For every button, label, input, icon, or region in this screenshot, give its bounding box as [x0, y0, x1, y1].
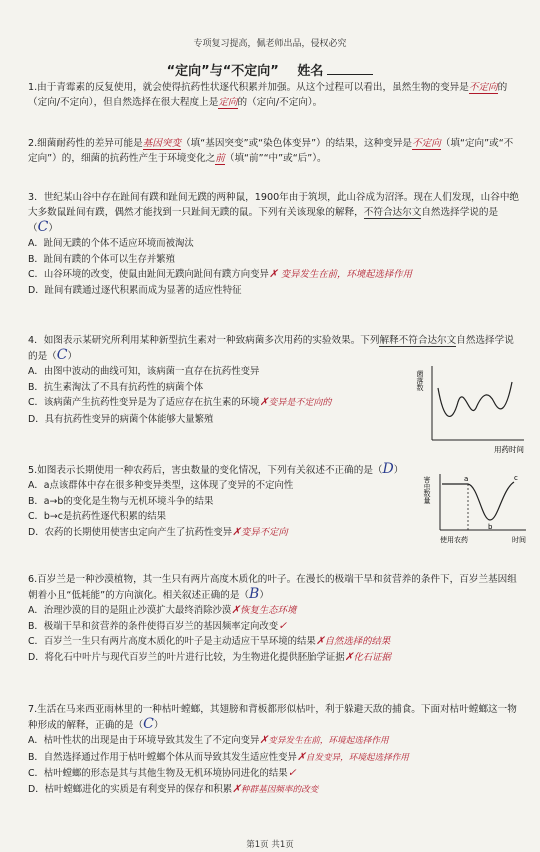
question-2: [28, 136, 522, 166]
q4-option-d: [28, 412, 408, 428]
q1-text-1: 1.由于青霉素的反复使用，就会使得抗药性状逐代积累并加强。从这个过程可以看出，虽然生物的变异是: [28, 82, 469, 93]
q5-handwritten-answer: D: [382, 461, 394, 477]
q6-stem: [28, 572, 522, 603]
q6-option-a: A．治理沙漠的目的是阻止沙漠扩大最终消除沙漠✗恢复生态环境: [28, 604, 297, 616]
name-label: 姓名: [297, 64, 324, 79]
q6-handwritten-answer: B: [249, 586, 260, 602]
q3-option-d-text: D．趾间有蹼通过逐代积累而成为显著的适应性特征: [28, 284, 242, 296]
q4-y-label: 菌落数: [416, 370, 424, 391]
q3-stem-text-1: 3．世纪某山谷中存在趾间有蹼和趾间无蹼的两种鼠，1900年由于筑坝，此山谷成为沼泽。现在人们发现，山谷中绝大多数鼠趾间有蹼，偶然才能找到一只趾间无蹼的鼠。下列有关该现象的解释，: [28, 192, 520, 218]
q5-caption: 使用农药: [440, 536, 468, 544]
q7-option-c-text: C．枯叶螳螂的形态是其与其他生物及无机环境协同进化的结果: [28, 768, 288, 779]
q5-stem-end: ）: [393, 465, 404, 476]
q5-option-b: [28, 494, 408, 510]
q5-option-c-text: C．b→c是抗药性逐代积累的结果: [28, 511, 167, 522]
q3-stem-end: ）: [48, 223, 58, 234]
header-notice: 专项复习提高，佩老师出品，侵权必究: [193, 39, 347, 49]
q5-option-d-text: D．农药的长期使用使害虫定向产生了抗药性变异: [28, 526, 233, 538]
q2-text-4: （填“前”“中”或“后”）。: [224, 153, 327, 164]
q3-option-a: [28, 236, 522, 252]
question-6: [28, 572, 522, 665]
q5-point-a: a: [464, 475, 469, 483]
q7-option-a: A．枯叶性状的出现是由于环境导致其发生了不定向变异✗变异发生在前，环境起选择作用: [28, 734, 389, 746]
q7-handwritten-answer: C: [143, 716, 154, 732]
q5-option-a: [28, 478, 408, 494]
q2-text-3: （填“定向”或“不定向”）的，细菌的抗药性产生于环境变化之: [28, 138, 514, 164]
q7-option-c: C．枯叶螳螂的形态是其与其他生物及无机环境协同进化的结果✓: [28, 767, 297, 779]
q3-stem: [28, 190, 522, 236]
q4-option-d-text: D．具有抗药性变异的病菌个体能够大量繁殖: [28, 413, 214, 425]
q7-stem-end: ）: [153, 720, 164, 731]
q5-option-a-text: A．a点该群体中存在很多种变异类型，这体现了变异的不定向性: [28, 480, 294, 491]
q7-option-b-text: B．自然选择通过作用于枯叶螳螂个体从而导致其发生适应性变异: [28, 751, 297, 763]
q6-option-b-text: B．极端干旱和贫营养的条件使得百岁兰的基因频率定向改变: [28, 620, 279, 632]
q2-text-2: （填“基因突变”或“染色体变异”）的结果，这种变异是: [181, 138, 413, 149]
q3-option-a-text: A．趾间无蹼的个体不适应环境而被淘汰: [28, 238, 194, 249]
q2-answer-2: 不定向: [412, 138, 441, 149]
q5-y-label: 害虫数量: [423, 476, 431, 504]
page-title: [0, 60, 540, 79]
name-blank: [327, 74, 373, 75]
q4-stem: [28, 333, 522, 364]
q7-option-a-text: A．枯叶性状的出现是由于环境导致其发生了不定向变异: [28, 735, 260, 746]
q4-x-label: 用药时间: [494, 445, 524, 454]
q4-option-c: C．该病菌产生抗药性变异是为了适应存在抗生素的环境✗变异是不定向的: [28, 396, 332, 408]
q4-option-b: [28, 380, 408, 396]
q5-option-d-note: 变异不定向: [240, 526, 288, 538]
q7-option-b-note: 自发变异，环境起选择作用: [305, 752, 409, 763]
q1-answer-2: 定向: [218, 97, 238, 108]
q3-option-b-text: B．趾间有蹼的个体可以生存并繁殖: [28, 253, 176, 265]
q4-stem-text-1: 4．如图表示某研究所利用某种新型抗生素对一种致病菌多次用药的实验效果。下列: [28, 335, 380, 346]
q6-option-c-note: 自然选择的结果: [324, 636, 391, 647]
q7-option-d-note: 种群基因频率的改变: [240, 784, 319, 795]
q4-bacteria-chart: [408, 362, 528, 454]
q2-answer-3: 前: [215, 153, 225, 164]
q7-option-a-note: 变异发生在前，环境起选择作用: [268, 736, 389, 746]
q4-option-c-note: 变异是不定向的: [268, 398, 332, 408]
q2-text-1: 2.细菌耐药性的差异可能是: [28, 138, 143, 149]
q1-text-3: 的（定向/不定向）。: [237, 97, 323, 108]
q6-option-b: B．极端干旱和贫营养的条件使得百岁兰的基因频率定向改变✓: [28, 619, 287, 632]
q5-stem-text: 5.如图表示长期使用一种农药后，害虫数量的变化情况，下列有关叙述不正确的是（: [28, 465, 383, 476]
q3-option-c-text: C．山谷环境的改变，使鼠由趾间无蹼向趾间有蹼方向变异: [28, 269, 269, 280]
q6-option-c-text: C．百岁兰一生只有两片高度木质化的叶子是主动适应干旱环境的结果: [28, 636, 316, 647]
q4-option-a-text: A．由图中波动的曲线可知，该病菌一直存在抗药性变异: [28, 366, 260, 377]
q5-option-b-text: B．a→b的变化是生物与无机环境斗争的结果: [28, 495, 214, 507]
q7-option-d: D．枯叶螳螂进化的实质是有利变异的保存和积累✗种群基因频率的改变: [28, 782, 319, 795]
q4-option-a: [28, 364, 408, 380]
q7-stem: [28, 702, 522, 733]
q4-stem-text-2: 自然选择学说的是（: [28, 335, 514, 362]
q6-option-a-note: 恢复生态环境: [240, 605, 297, 616]
q4-option-c-text: C．该病菌产生抗药性变异是为了适应存在抗生素的环境: [28, 397, 260, 408]
q6-option-d-text: D．将化石中叶片与现代百岁兰的叶片进行比较，为生物进化提供胚胎学证据: [28, 651, 345, 663]
q1-text-2: 的（定向/不定向），但自然选择在很大程度上是: [28, 82, 508, 108]
q4-option-b-text: B．抗生素淘汰了不具有抗药性的病菌个体: [28, 381, 204, 393]
q4-curve: [438, 382, 512, 416]
q6-option-c: C．百岁兰一生只有两片高度木质化的叶子是主动适应干旱环境的结果✗自然选择的结果: [28, 635, 391, 647]
q6-stem-text: 6.百岁兰是一种沙漠植物，其一生只有两片高度木质化的叶子。在漫长的极端干旱和贫营养的条件下，百岁兰基因组朝着小且“低耗能”的方向演化。相关叙述正确的是（: [28, 574, 517, 601]
q1-answer-1: 不定向: [468, 82, 498, 93]
q6-option-d-note: 化石证据: [353, 651, 391, 663]
q3-option-d: [28, 283, 522, 299]
q5-pest-chart: [418, 470, 530, 552]
q5-curve: [442, 482, 514, 520]
q2-answer-1: 基因突变: [142, 138, 182, 149]
q7-option-d-text: D．枯叶螳螂进化的实质是有利变异的保存和积累: [28, 783, 233, 795]
q3-option-c-note: 变异发生在前，环境起选择作用: [280, 269, 412, 280]
question-1: [28, 80, 522, 110]
page-footer: 第1页 共1页: [246, 840, 294, 850]
q4-stem-underline: 解释不符合达尔文: [379, 335, 457, 346]
q3-stem-underline: 不符合达尔文: [363, 207, 422, 218]
title-text: “定向”与“不定向”: [166, 64, 279, 79]
question-7: [28, 702, 522, 798]
q6-option-d: D．将化石中叶片与现代百岁兰的叶片进行比较，为生物进化提供胚胎学证据✗化石证据: [28, 650, 391, 663]
q3-stem-text-2: 自然选择学说的是（: [28, 207, 499, 234]
q5-point-b: b: [488, 523, 493, 531]
q5-x-label: 时间: [512, 536, 526, 544]
question-3: [28, 190, 522, 298]
q5-point-c: c: [514, 474, 518, 482]
q3-handwritten-answer: C: [37, 219, 49, 235]
q5-option-c: [28, 509, 408, 525]
q3-option-b: [28, 252, 522, 268]
q7-option-b: B．自然选择通过作用于枯叶螳螂个体从而导致其发生适应性变异✗自发变异，环境起选择作用: [28, 750, 409, 763]
q5-option-d: D．农药的长期使用使害虫定向产生了抗药性变异✗变异不定向: [28, 525, 288, 538]
q3-option-c: C．山谷环境的改变，使鼠由趾间无蹼向趾间有蹼方向变异✗ 变异发生在前，环境起选择作用: [28, 268, 412, 280]
q4-handwritten-answer: C: [56, 347, 68, 363]
q7-stem-text: 7.生活在马来西亚雨林里的一种枯叶螳螂，其翅膀和背板都形似枯叶，利于躲避天敌的捕食。下面对枯叶螳螂这一物种形成的解释，正确的是（: [28, 704, 517, 731]
q6-stem-end: ）: [259, 590, 269, 601]
q4-stem-end: ）: [67, 351, 78, 362]
q6-option-a-text: A．治理沙漠的目的是阻止沙漠扩大最终消除沙漠: [28, 605, 232, 616]
